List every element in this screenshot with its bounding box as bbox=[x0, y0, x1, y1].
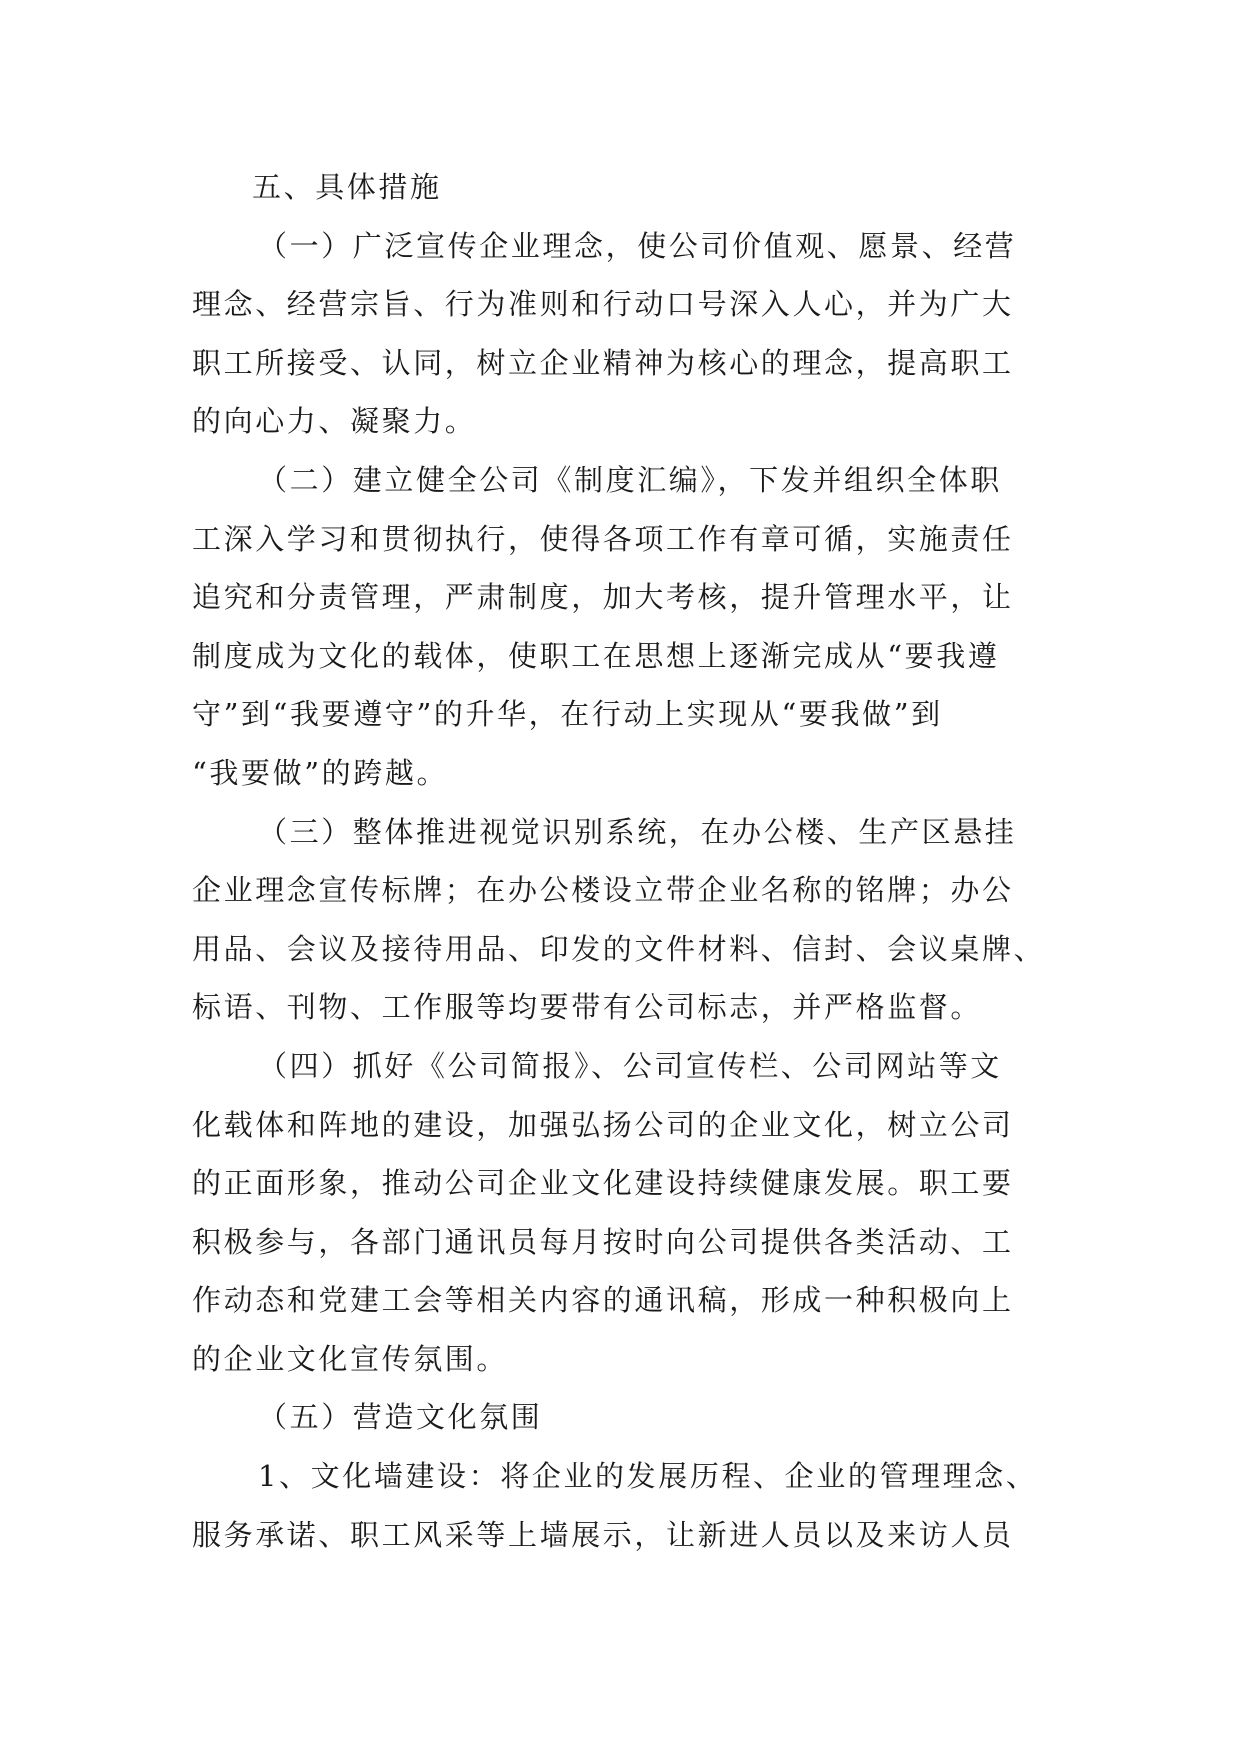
paragraph-5 bbox=[192, 1388, 1072, 1447]
paragraph-line: 用品、会议及接待用品、印发的文件材料、信封、会议桌牌、 bbox=[192, 931, 1046, 966]
paragraph-line: 职工所接受、认同，树立企业精神为核心的理念，提高职工 bbox=[192, 345, 1014, 380]
paragraph-line: （一）广泛宣传企业理念，使公司价值观、愿景、经营 bbox=[258, 228, 1017, 263]
paragraph-2 bbox=[192, 451, 1072, 803]
paragraph-1 bbox=[192, 217, 1072, 451]
paragraph-line: 的向心力、凝聚力。 bbox=[192, 404, 477, 439]
paragraph-6 bbox=[192, 1447, 1072, 1564]
section-heading: 五、具体措施 bbox=[252, 170, 442, 204]
paragraph-line: （四）抓好《公司简报》、公司宣传栏、公司网站等文 bbox=[258, 1048, 1002, 1083]
paragraph-line: 1、文化墙建设：将企业的发展历程、企业的管理理念、 bbox=[258, 1459, 1038, 1494]
paragraph-line: 工深入学习和贯彻执行，使得各项工作有章可循，实施责任 bbox=[192, 521, 1014, 556]
paragraph-line: “我要做”的跨越。 bbox=[192, 755, 449, 790]
paragraph-4 bbox=[192, 1037, 1072, 1389]
paragraph-line: 的企业文化宣传氛围。 bbox=[192, 1341, 509, 1376]
document-body bbox=[192, 158, 1072, 1564]
paragraph-3 bbox=[192, 803, 1072, 1037]
paragraph-line: 标语、刊物、工作服等均要带有公司标志，并严格监督。 bbox=[192, 990, 983, 1025]
paragraph-line: 企业理念宣传标牌；在办公楼设立带企业名称的铭牌；办公 bbox=[192, 873, 1014, 908]
paragraph-line: 服务承诺、职工风采等上墙展示，让新进人员以及来访人员 bbox=[192, 1517, 1014, 1552]
paragraph-line: 理念、经营宗旨、行为准则和行动口号深入人心，并为广大 bbox=[192, 287, 1014, 322]
paragraph-line: 化载体和阵地的建设，加强弘扬公司的企业文化，树立公司 bbox=[192, 1107, 1014, 1142]
subsection-heading: （五）营造文化氛围 bbox=[258, 1400, 543, 1435]
paragraph-line: （二）建立健全公司《制度汇编》，下发并组织全体职 bbox=[258, 462, 1002, 497]
paragraph-line: （三）整体推进视觉识别系统，在办公楼、生产区悬挂 bbox=[258, 814, 1017, 849]
paragraph-line: 积极参与，各部门通讯员每月按时向公司提供各类活动、工 bbox=[192, 1224, 1014, 1259]
paragraph-line: 作动态和党建工会等相关内容的通讯稿，形成一种积极向上 bbox=[192, 1283, 1014, 1318]
paragraph-line: 的正面形象，推动公司企业文化建设持续健康发展。职工要 bbox=[192, 1166, 1014, 1201]
paragraph-line: 追究和分责管理，严肃制度，加大考核，提升管理水平，让 bbox=[192, 580, 1014, 615]
paragraph-line: 守”到“我要遵守”的升华，在行动上实现从“要我做”到 bbox=[192, 697, 943, 732]
paragraph-line: 制度成为文化的载体，使职工在思想上逐渐完成从“要我遵 bbox=[192, 638, 1000, 673]
